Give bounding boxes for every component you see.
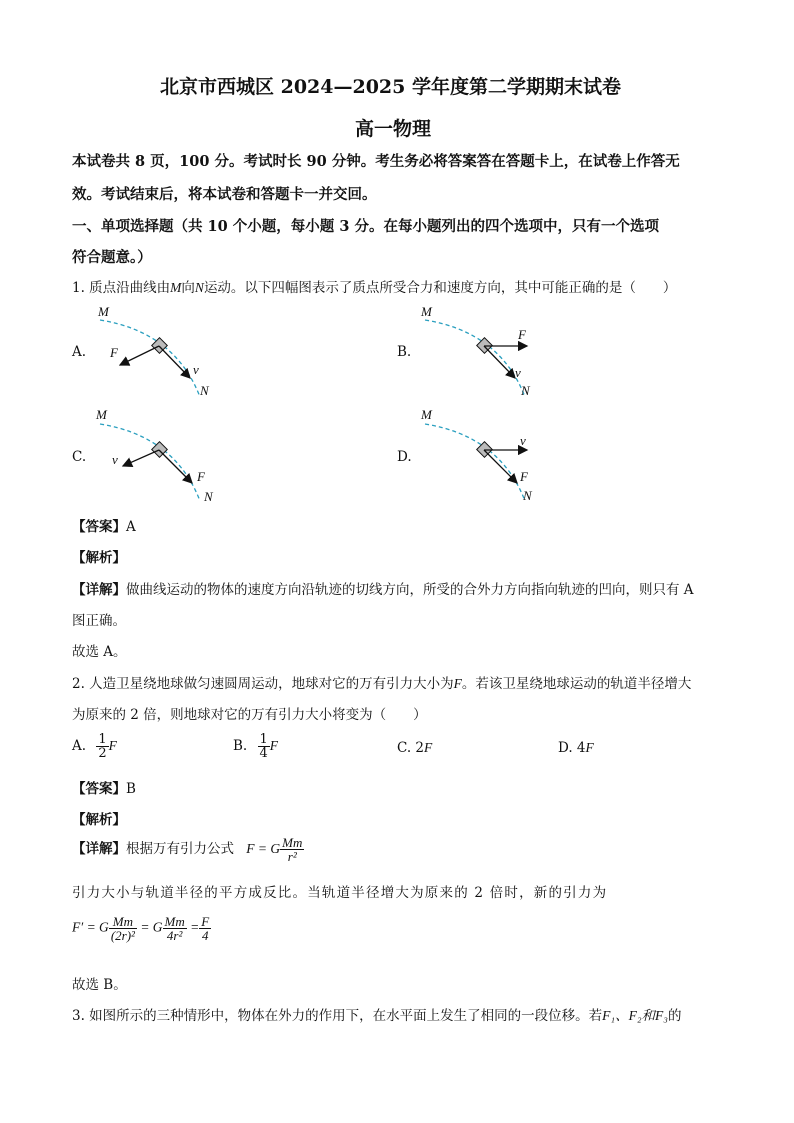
q2-stem-line-1: 2. 人造卫星绕地球做匀速圆周运动，地球对它的万有引力大小为F。若该卫星绕地球运动的轨道半径增大: [72, 676, 692, 692]
velocity-arrow: [123, 450, 159, 466]
trajectory-curve: [425, 424, 525, 501]
label-n: N: [521, 383, 530, 398]
q2-detail-line-1: 【详解】根据万有引力公式 F = G $\frac{Mm}{\text{r²}}$: [72, 835, 303, 864]
trajectory-curve: [425, 320, 525, 397]
page-subtitle: 高一物理: [355, 118, 432, 140]
q2-option-c: C. 2F: [397, 740, 433, 756]
q2-answer: 【答案】B: [72, 781, 136, 797]
q1-conclusion: 故选 A。: [72, 644, 127, 660]
label-m: M: [421, 304, 432, 319]
section-heading-line-2: 符合题意。）: [72, 249, 152, 266]
q2-conclusion: 故选 B。: [72, 977, 127, 993]
label-f: F: [110, 345, 118, 360]
instructions-line-1: 本试卷共 8 页，100 分。考试时长 90 分钟。考生务必将答案答在答题卡上，在试卷上作答无: [72, 153, 680, 170]
label-m: M: [98, 304, 109, 319]
q1-diagram-a: [90, 302, 230, 402]
label-m: M: [421, 407, 432, 422]
label-m: M: [96, 407, 107, 422]
label-f: F: [518, 327, 526, 342]
section-heading-line-1: 一、单项选择题（共 10 个小题，每小题 3 分。在每小题列出的四个选项中，只有一个选项: [72, 218, 659, 235]
q1-diagram-b: [415, 302, 555, 402]
label-v: v: [515, 365, 521, 380]
q1-diagram-c: [90, 406, 230, 506]
q2-formula-2: F′ = G $\frac{Mm}{\text{(2r)²}}$ = G $\frac{Mm}{\text{4r²}}$ = $\frac{F}{4}$: [72, 914, 210, 943]
q1-detail-line-2: 图正确。: [72, 613, 126, 629]
label-n: N: [204, 489, 213, 504]
page-title: 北京市西城区 2024—2025 学年度第二学期期末试卷: [160, 76, 621, 98]
force-arrow: [120, 346, 159, 365]
q1-analysis-tag: 【解析】: [72, 550, 126, 566]
label-v: v: [112, 452, 118, 467]
label-v: v: [520, 433, 526, 448]
label-n: N: [523, 488, 532, 503]
q1-detail-line-1: 【详解】做曲线运动的物体的速度方向沿轨迹的切线方向，所受的合外力方向指向轨迹的凹向，则只有 A: [72, 582, 694, 598]
instructions-line-2: 效。考试结束后，将本试卷和答题卡一并交回。: [72, 186, 377, 203]
q2-option-d: D. 4F: [558, 740, 594, 756]
force-arrow: [159, 450, 192, 483]
velocity-arrow: [484, 346, 515, 378]
q1-option-a-label: A.: [72, 344, 87, 360]
label-n: N: [200, 383, 209, 398]
label-f: F: [197, 469, 205, 484]
label-f: F: [520, 469, 528, 484]
q2-option-a: A. $\frac{1}{2}$ F: [72, 732, 117, 761]
label-v: v: [193, 362, 199, 377]
q1-answer: 【答案】A: [72, 519, 136, 535]
velocity-arrow: [159, 346, 190, 378]
q2-analysis-tag: 【解析】: [72, 812, 126, 828]
q1-diagram-d: [415, 406, 555, 506]
q2-stem-line-2: 为原来的 2 倍，则地球对它的万有引力大小将变为（ ）: [72, 707, 427, 723]
q1-stem: 1. 质点沿曲线由M向N运动。以下四幅图表示了质点所受合力和速度方向，其中可能正确的是（ ）: [72, 280, 677, 296]
q2-option-b: B. $\frac{1}{4}$ F: [233, 732, 279, 761]
force-arrow: [484, 450, 517, 483]
q1-option-c-label: C.: [72, 449, 87, 465]
q1-option-b-label: B.: [397, 344, 412, 360]
q3-stem-line-1: 3. 如图所示的三种情形中，物体在外力的作用下，在水平面上发生了相同的一段位移。若F₁、F₂和F₃的: [72, 1008, 682, 1024]
q2-detail-line-2: 引力大小与轨道半径的平方成反比。当轨道半径增大为原来的 2 倍时，新的引力为: [72, 885, 608, 901]
q1-option-d-label: D.: [397, 449, 412, 465]
